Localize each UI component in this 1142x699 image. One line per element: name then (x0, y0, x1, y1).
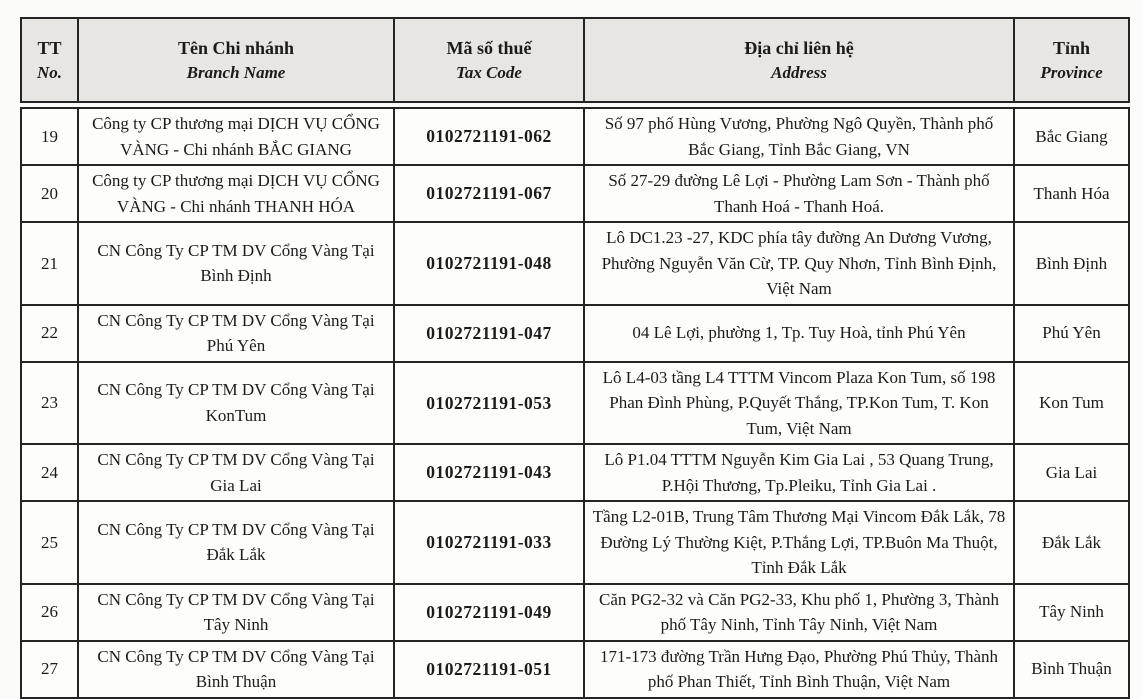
cell-province: Thanh Hóa (1014, 165, 1129, 222)
header-address-vi: Địa chỉ liên hệ (744, 37, 854, 58)
header-province-vi: Tỉnh (1052, 37, 1091, 58)
header-address-en: Address (771, 62, 827, 82)
cell-tax-code: 0102721191-067 (394, 165, 584, 222)
cell-tax-code: 0102721191-049 (394, 584, 584, 641)
header-province-en: Province (1040, 62, 1103, 82)
branch-table-body (20, 107, 1130, 699)
header-branch-en: Branch Name (186, 62, 286, 82)
cell-branch-name: Công ty CP thương mại DỊCH VỤ CỔNG VÀNG - Chi nhánh THANH HÓA (78, 165, 394, 222)
cell-no: 22 (21, 305, 78, 362)
table-row (21, 108, 1129, 165)
cell-province: Phú Yên (1014, 305, 1129, 362)
table-row (21, 501, 1129, 584)
cell-tax-code: 0102721191-043 (394, 444, 584, 501)
header-no-en: No. (36, 62, 63, 82)
header-cell-branch-name (78, 18, 394, 102)
cell-province: Kon Tum (1014, 362, 1129, 445)
cell-branch-name: CN Công Ty CP TM DV Cổng Vàng Tại Đắk Lắk (78, 501, 394, 584)
header-no-vi: TT (37, 37, 62, 58)
header-cell-no (21, 18, 78, 102)
cell-no: 23 (21, 362, 78, 445)
cell-no: 21 (21, 222, 78, 305)
cell-no: 19 (21, 108, 78, 165)
table-row (21, 641, 1129, 698)
cell-branch-name: Công ty CP thương mại DỊCH VỤ CỔNG VÀNG - Chi nhánh BẮC GIANG (78, 108, 394, 165)
cell-address: Lô P1.04 TTTM Nguyễn Kim Gia Lai , 53 Quang Trung, P.Hội Thương, Tp.Pleiku, Tỉnh Gia Lai . (584, 444, 1014, 501)
table-row (21, 362, 1129, 445)
cell-tax-code: 0102721191-048 (394, 222, 584, 305)
cell-no: 26 (21, 584, 78, 641)
cell-branch-name: CN Công Ty CP TM DV Cổng Vàng Tại Tây Ninh (78, 584, 394, 641)
header-tax-vi: Mã số thuế (446, 37, 532, 58)
cell-branch-name: CN Công Ty CP TM DV Cổng Vàng Tại Bình Định (78, 222, 394, 305)
cell-address: Căn PG2-32 và Căn PG2-33, Khu phố 1, Phường 3, Thành phố Tây Ninh, Tỉnh Tây Ninh, Việt Nam (584, 584, 1014, 641)
cell-address: 04 Lê Lợi, phường 1, Tp. Tuy Hoà, tỉnh Phú Yên (584, 305, 1014, 362)
cell-province: Đắk Lắk (1014, 501, 1129, 584)
cell-no: 27 (21, 641, 78, 698)
table-row (21, 305, 1129, 362)
cell-branch-name: CN Công Ty CP TM DV Cổng Vàng Tại Gia Lai (78, 444, 394, 501)
cell-address: Lô L4-03 tầng L4 TTTM Vincom Plaza Kon Tum, số 198 Phan Đình Phùng, P.Quyết Thắng, TP.Kon Tum, T. Kon Tum, Việt Nam (584, 362, 1014, 445)
cell-province: Bắc Giang (1014, 108, 1129, 165)
cell-tax-code: 0102721191-033 (394, 501, 584, 584)
header-row (21, 18, 1129, 102)
cell-no: 25 (21, 501, 78, 584)
cell-address: Số 97 phố Hùng Vương, Phường Ngô Quyền, Thành phố Bắc Giang, Tỉnh Bắc Giang, VN (584, 108, 1014, 165)
cell-branch-name: CN Công Ty CP TM DV Cổng Vàng Tại KonTum (78, 362, 394, 445)
cell-branch-name: CN Công Ty CP TM DV Cổng Vàng Tại Phú Yên (78, 305, 394, 362)
table-row (21, 444, 1129, 501)
cell-address: Số 27-29 đường Lê Lợi - Phường Lam Sơn - Thành phố Thanh Hoá - Thanh Hoá. (584, 165, 1014, 222)
cell-tax-code: 0102721191-062 (394, 108, 584, 165)
cell-no: 24 (21, 444, 78, 501)
table-row (21, 584, 1129, 641)
header-cell-address (584, 18, 1014, 102)
header-cell-tax-code (394, 18, 584, 102)
header-tax-en: Tax Code (456, 62, 522, 82)
cell-tax-code: 0102721191-047 (394, 305, 584, 362)
cell-address: 171-173 đường Trần Hưng Đạo, Phường Phú Thủy, Thành phố Phan Thiết, Tỉnh Bình Thuận, Việt Nam (584, 641, 1014, 698)
cell-province: Bình Định (1014, 222, 1129, 305)
branch-table-header (20, 17, 1130, 103)
cell-tax-code: 0102721191-053 (394, 362, 584, 445)
cell-branch-name: CN Công Ty CP TM DV Cổng Vàng Tại Bình Thuận (78, 641, 394, 698)
header-branch-vi: Tên Chi nhánh (177, 37, 295, 58)
header-cell-province (1014, 18, 1129, 102)
cell-province: Bình Thuận (1014, 641, 1129, 698)
cell-address: Tầng L2-01B, Trung Tâm Thương Mại Vincom Đắk Lắk, 78 Đường Lý Thường Kiệt, P.Thắng Lợi, TP.Buôn Ma Thuột, Tỉnh Đắk Lắk (584, 501, 1014, 584)
table-row (21, 165, 1129, 222)
cell-tax-code: 0102721191-051 (394, 641, 584, 698)
table-row (21, 222, 1129, 305)
cell-province: Tây Ninh (1014, 584, 1129, 641)
cell-address: Lô DC1.23 -27, KDC phía tây đường An Dương Vương, Phường Nguyễn Văn Cừ, TP. Quy Nhơn, Tỉnh Bình Định, Việt Nam (584, 222, 1014, 305)
cell-no: 20 (21, 165, 78, 222)
cell-province: Gia Lai (1014, 444, 1129, 501)
